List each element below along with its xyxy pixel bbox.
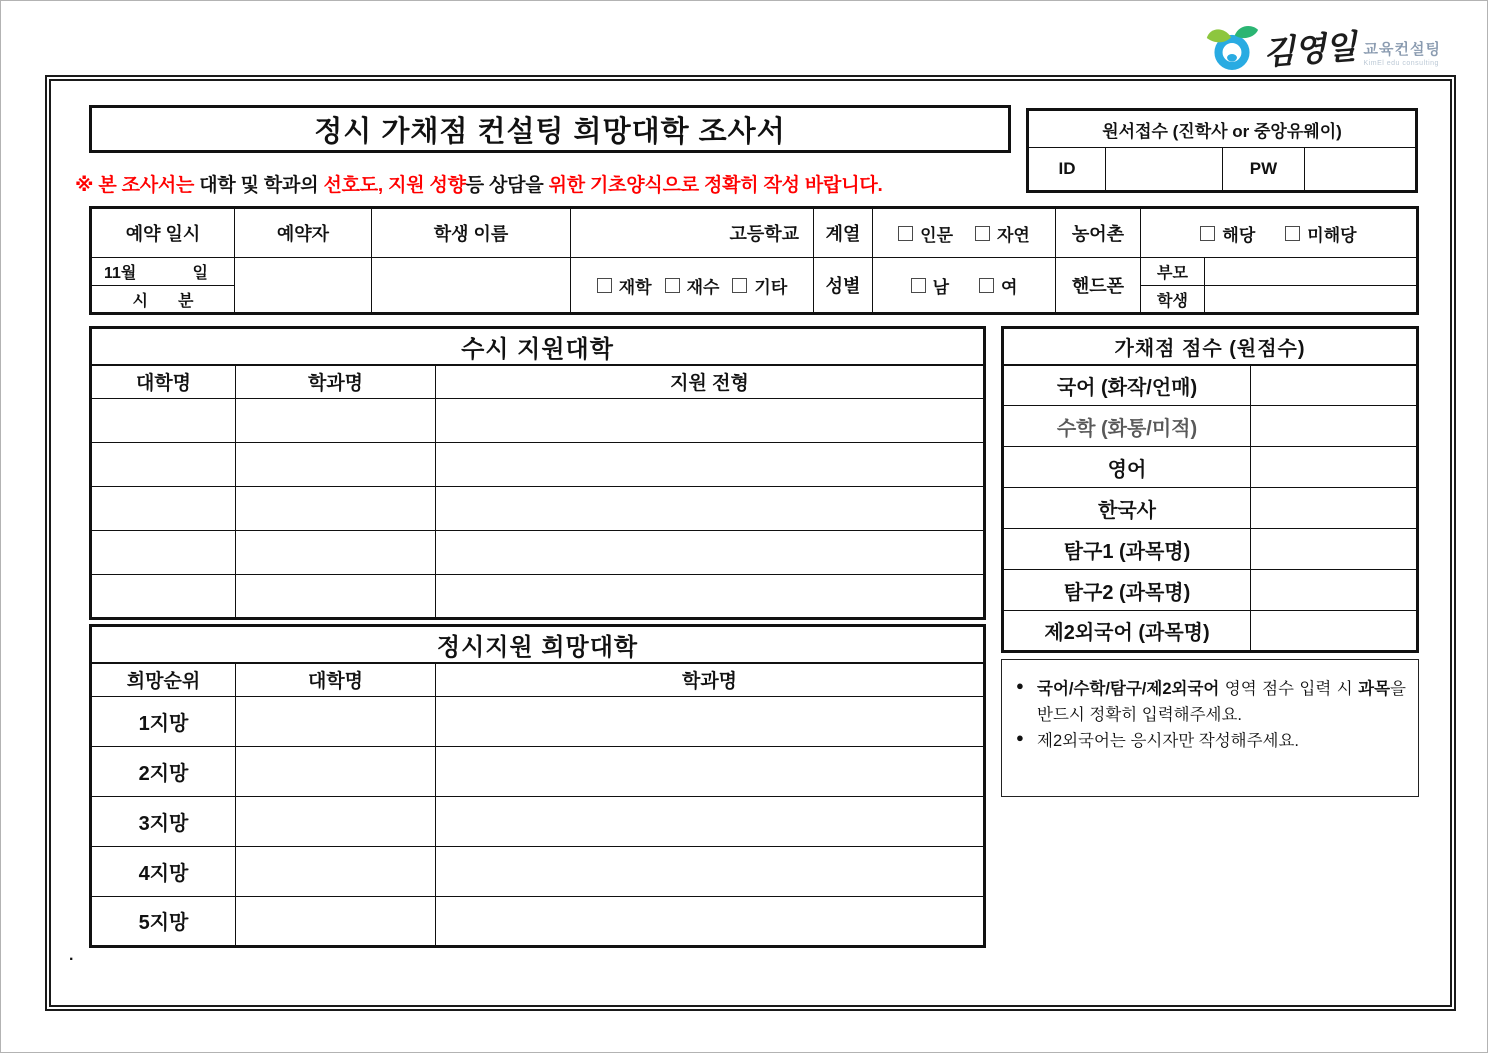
logo-mark-icon — [1205, 21, 1259, 73]
jeongsi-department-input-1[interactable] — [436, 696, 985, 746]
susi-department-input-1[interactable] — [236, 398, 436, 442]
id-input-cell[interactable] — [1106, 148, 1223, 192]
rural-applicable-checkbox[interactable] — [1200, 226, 1215, 241]
jeongsi-row-5 — [91, 896, 985, 946]
notice-seg-1: ※ 본 조사서는 — [75, 175, 195, 196]
susi-university-input-1[interactable] — [91, 398, 236, 442]
score-label-english: 영어 — [1003, 447, 1251, 488]
susi-application-table — [89, 326, 986, 620]
gender-male-label: 남 — [932, 277, 949, 297]
notice-seg-4: 등 상담을 — [465, 175, 549, 196]
notice-seg-3: 선호도, 지원 성향 — [323, 175, 466, 196]
susi-table-title: 수시 지원대학 — [91, 328, 985, 366]
reserve-time-cell[interactable] — [91, 286, 235, 314]
hour-label: 시 — [132, 292, 148, 310]
jeongsi-university-input-1[interactable] — [236, 696, 436, 746]
reserve-date-cell[interactable] — [91, 258, 235, 286]
status-retaker-label: 재수 — [686, 277, 720, 297]
category-humanities-label: 인문 — [920, 225, 953, 245]
logo-brand-text: 김영일 — [1261, 26, 1357, 72]
gender-checkbox-group — [873, 258, 1056, 314]
note1-bold-subjects: 국어/수학/탐구/제2외국어 — [1037, 680, 1220, 698]
gender-male-checkbox[interactable] — [911, 278, 926, 293]
bullet-icon: ● — [1016, 678, 1024, 693]
jeongsi-header-priority: 희망순위 — [91, 663, 236, 696]
minute-label: 분 — [178, 292, 194, 310]
jeongsi-row-2 — [91, 746, 985, 796]
susi-admission-type-input-4[interactable] — [436, 530, 985, 574]
gender-female-checkbox[interactable] — [979, 278, 994, 293]
jeongsi-priority-4-label: 4지망 — [91, 846, 236, 896]
jeongsi-table-title: 정시지원 희망대학 — [91, 626, 985, 664]
application-account-box — [1026, 108, 1418, 193]
susi-row-5 — [91, 574, 985, 618]
jeongsi-priority-1-label: 1지망 — [91, 696, 236, 746]
score-label-elective2: 탐구2 (과목명) — [1003, 570, 1251, 611]
reserver-input-cell[interactable] — [235, 258, 372, 314]
score-input-korean[interactable] — [1251, 365, 1418, 406]
score-label-korean: 국어 (화작/언매) — [1003, 365, 1251, 406]
rural-checkbox-group — [1141, 208, 1418, 258]
preliminary-score-table — [1001, 326, 1419, 653]
day-label: 일 — [192, 265, 208, 282]
note1-text-2: 을 반드시 정확히 입력해주세요. — [1037, 680, 1406, 725]
susi-row-3 — [91, 486, 985, 530]
jeongsi-preference-table — [89, 624, 986, 948]
gender-label: 성별 — [814, 258, 873, 314]
status-other-label: 기타 — [754, 277, 788, 297]
category-checkbox-group — [873, 208, 1056, 258]
id-label: ID — [1028, 148, 1106, 192]
form-notice — [75, 170, 883, 197]
jeongsi-priority-5-label: 5지망 — [91, 896, 236, 946]
status-retaker-checkbox[interactable] — [665, 278, 680, 293]
score-label-korean-history: 한국사 — [1003, 488, 1251, 529]
brand-logo — [1205, 21, 1441, 73]
notice-seg-2: 대학 및 학과의 — [194, 175, 324, 196]
jeongsi-department-input-3[interactable] — [436, 796, 985, 846]
jeongsi-department-input-2[interactable] — [436, 746, 985, 796]
score-notes-box — [1001, 659, 1419, 797]
note1-text-1: 영역 점수 입력 시 — [1219, 680, 1359, 698]
jeongsi-row-1 — [91, 696, 985, 746]
month-label: 11월 — [104, 265, 137, 282]
score-input-korean-history[interactable] — [1251, 488, 1418, 529]
status-other-checkbox[interactable] — [732, 278, 747, 293]
phone-label: 핸드폰 — [1056, 258, 1141, 314]
susi-row-2 — [91, 442, 985, 486]
reserve-datetime-label: 예약 일시 — [91, 208, 235, 258]
footer-dot: . — [69, 947, 74, 964]
jeongsi-department-input-4[interactable] — [436, 846, 985, 896]
jeongsi-priority-3-label: 3지망 — [91, 796, 236, 846]
score-label-second-language: 제2외국어 (과목명) — [1003, 611, 1251, 652]
susi-header-department: 학과명 — [236, 365, 436, 398]
phone-student-label: 학생 — [1141, 286, 1205, 314]
score-label-elective1: 탐구1 (과목명) — [1003, 529, 1251, 570]
jeongsi-row-3 — [91, 796, 985, 846]
note2-text: 제2외국어는 응시자만 작성해주세요. — [1037, 732, 1300, 751]
status-enrolled-label: 재학 — [618, 277, 652, 297]
jeongsi-department-input-5[interactable] — [436, 896, 985, 946]
score-input-english[interactable] — [1251, 447, 1418, 488]
logo-suffix-text: 교육컨설팅 — [1363, 40, 1441, 58]
susi-header-university: 대학명 — [91, 365, 236, 398]
form-title: 정시 가채점 컨설팅 희망대학 조사서 — [89, 105, 1011, 153]
susi-department-input-4[interactable] — [236, 530, 436, 574]
score-input-elective1[interactable] — [1251, 529, 1418, 570]
gender-female-label: 여 — [1001, 277, 1018, 297]
susi-department-input-3[interactable] — [236, 486, 436, 530]
susi-university-input-5[interactable] — [91, 574, 236, 618]
score-table-title: 가채점 점수 (원점수) — [1003, 328, 1418, 365]
susi-university-input-4[interactable] — [91, 530, 236, 574]
application-box-header: 원서접수 (진학사 or 중앙유웨이) — [1028, 110, 1417, 148]
jeongsi-row-4 — [91, 846, 985, 896]
jeongsi-university-input-5[interactable] — [236, 896, 436, 946]
note1-bold-subject-word: 과목 — [1358, 680, 1391, 698]
susi-department-input-5[interactable] — [236, 574, 436, 618]
susi-admission-type-input-2[interactable] — [436, 442, 985, 486]
susi-admission-type-input-1[interactable] — [436, 398, 985, 442]
jeongsi-header-university: 대학명 — [236, 663, 436, 696]
score-input-second-language[interactable] — [1251, 611, 1418, 652]
category-natural-checkbox[interactable] — [975, 226, 990, 241]
susi-department-input-2[interactable] — [236, 442, 436, 486]
category-label: 계열 — [814, 208, 873, 258]
jeongsi-header-department: 학과명 — [436, 663, 985, 696]
susi-row-1 — [91, 398, 985, 442]
rural-not-applicable-checkbox[interactable] — [1285, 226, 1300, 241]
susi-admission-type-input-5[interactable] — [436, 574, 985, 618]
jeongsi-university-input-3[interactable] — [236, 796, 436, 846]
phone-parent-label: 부모 — [1141, 258, 1205, 286]
category-natural-label: 자연 — [997, 225, 1030, 245]
pw-label: PW — [1223, 148, 1305, 192]
score-input-math[interactable] — [1251, 406, 1418, 447]
susi-admission-type-input-3[interactable] — [436, 486, 985, 530]
bullet-icon: ● — [1016, 730, 1024, 746]
phone-student-input-cell[interactable] — [1205, 286, 1418, 314]
score-label-math: 수학 (화통/미적) — [1003, 406, 1251, 447]
status-enrolled-checkbox[interactable] — [597, 278, 612, 293]
status-checkbox-group — [571, 258, 814, 314]
jeongsi-priority-2-label: 2지망 — [91, 746, 236, 796]
score-input-elective2[interactable] — [1251, 570, 1418, 611]
student-name-label: 학생 이름 — [372, 208, 571, 258]
note-item-2 — [1014, 728, 1406, 754]
notice-seg-5: 위한 기초양식으로 정확히 작성 바랍니다. — [548, 175, 883, 196]
student-name-input-cell[interactable] — [372, 258, 571, 314]
logo-caption-text: KimEl edu consulting — [1363, 59, 1439, 67]
category-humanities-checkbox[interactable] — [898, 226, 913, 241]
rural-applicable-label: 해당 — [1222, 225, 1256, 245]
jeongsi-university-input-2[interactable] — [236, 746, 436, 796]
pw-input-cell[interactable] — [1305, 148, 1417, 192]
highschool-label: 고등학교 — [571, 208, 814, 258]
susi-university-input-2[interactable] — [91, 442, 236, 486]
reservation-info-table — [89, 206, 1419, 315]
susi-header-admission-type: 지원 전형 — [436, 365, 985, 398]
rural-not-applicable-label: 미해당 — [1307, 225, 1357, 245]
reserver-label: 예약자 — [235, 208, 372, 258]
susi-row-4 — [91, 530, 985, 574]
phone-parent-input-cell[interactable] — [1205, 258, 1418, 286]
jeongsi-university-input-4[interactable] — [236, 846, 436, 896]
susi-university-input-3[interactable] — [91, 486, 236, 530]
note-item-1 — [1014, 676, 1406, 728]
rural-label: 농어촌 — [1056, 208, 1141, 258]
